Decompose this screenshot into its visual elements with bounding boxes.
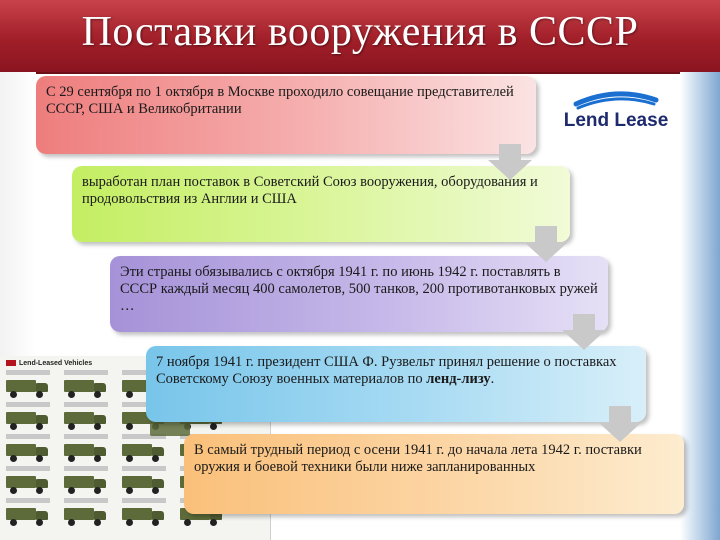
truck-icon bbox=[64, 442, 108, 462]
vehicle-caption bbox=[6, 466, 50, 471]
vehicle-caption bbox=[6, 498, 50, 503]
logo-arc-icon bbox=[556, 84, 676, 112]
vehicle-caption bbox=[64, 434, 108, 439]
vehicle-caption bbox=[6, 370, 50, 375]
step-2-text: выработан план поставок в Советский Союз вооружения, оборудования и продовольствия из Англии и США bbox=[82, 174, 538, 207]
vehicle-illustration bbox=[150, 420, 190, 436]
truck-icon bbox=[122, 506, 166, 526]
step-4-text-after: . bbox=[490, 371, 495, 387]
step-1 bbox=[36, 76, 536, 154]
truck-icon bbox=[6, 378, 50, 398]
truck-icon bbox=[6, 506, 50, 526]
vehicle-caption bbox=[6, 402, 50, 407]
truck-icon bbox=[122, 442, 166, 462]
slide-title: Поставки вооружения в СССР bbox=[81, 9, 639, 55]
truck-icon bbox=[64, 506, 108, 526]
vehicle-caption bbox=[122, 498, 166, 503]
poster-heading: Lend-Leased Vehicles bbox=[6, 360, 92, 367]
truck-icon bbox=[6, 410, 50, 430]
lend-lease-logo bbox=[556, 84, 676, 140]
vehicle-caption bbox=[122, 466, 166, 471]
step-3-text: Эти страны обязывались с октября 1941 г. по июнь 1942 г. поставлять в СССР каждый месяц 400 самолетов, 500 танков, 200 противотанковых ружей … bbox=[120, 264, 598, 314]
vehicle-caption bbox=[6, 434, 50, 439]
title-bar bbox=[0, 0, 720, 74]
logo-text: Lend Lease bbox=[563, 110, 669, 131]
vehicle-caption bbox=[64, 370, 108, 375]
step-4-text-bold: ленд-лизу bbox=[426, 371, 491, 387]
truck-icon bbox=[64, 410, 108, 430]
truck-icon bbox=[122, 474, 166, 494]
right-rail-decoration bbox=[680, 72, 720, 540]
truck-icon bbox=[64, 378, 108, 398]
step-3 bbox=[110, 256, 608, 332]
truck-icon bbox=[6, 442, 50, 462]
step-5 bbox=[184, 434, 684, 514]
step-4 bbox=[146, 346, 646, 422]
step-1-text: С 29 сентября по 1 октября в Москве проходило совещание представителей СССР, США и Великобритании bbox=[46, 84, 514, 117]
vehicle-caption bbox=[64, 402, 108, 407]
step-4-text-before: 7 ноября 1941 г. президент США Ф. Рузвельт принял решение о поставках Советскому Союзу военных материалов по bbox=[156, 354, 617, 387]
vehicle-caption bbox=[64, 466, 108, 471]
vehicle-caption bbox=[64, 498, 108, 503]
step-5-text: В самый трудный период с осени 1941 г. до начала лета 1942 г. поставки оружия и боевой техники были ниже запланированных bbox=[194, 442, 642, 475]
truck-icon bbox=[6, 474, 50, 494]
truck-icon bbox=[64, 474, 108, 494]
